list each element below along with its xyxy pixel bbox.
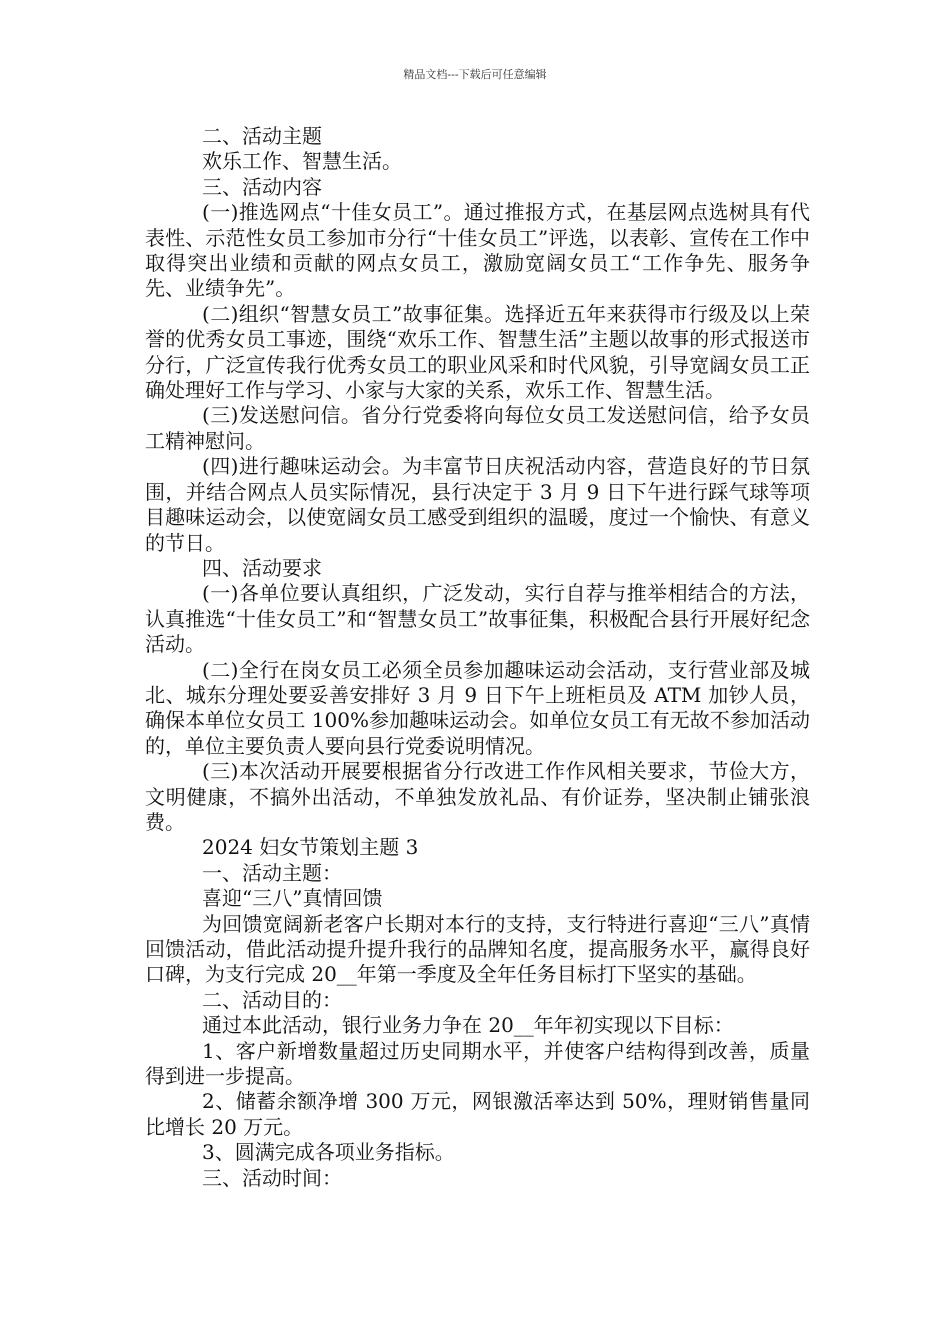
paragraph: (四)进行趣味运动会。为丰富节日庆祝活动内容，营造良好的节日氛围，并结合网点人员实际情况，县行决定于 3 月 9 日下午进行踩气球等项目趣味运动会，以使宽阔女员工感受到组织的温暖，度过一个愉快、有意义的节日。 <box>145 454 810 555</box>
paragraph: (一)各单位要认真组织，广泛发动，实行自荐与推举相结合的方法，认真推选“十佳女员工”和“智慧女员工”故事征集，积极配合县行开展好纪念活动。 <box>145 581 810 657</box>
document-body <box>145 124 810 1191</box>
list-item: 2、储蓄余额净增 300 万元，网银激活率达到 50%，理财销售量同比增长 20 万元。 <box>145 1089 810 1139</box>
paragraph: 喜迎“三八”真情回馈 <box>202 886 383 911</box>
section-title: 2024 妇女节策划主题 3 <box>202 835 419 860</box>
heading-activity-purpose: 二、活动目的： <box>202 987 342 1012</box>
paragraph: 通过本此活动，银行业务力争在 20__年年初实现以下目标： <box>202 1013 734 1038</box>
heading-activity-time: 三、活动时间： <box>202 1165 342 1190</box>
paragraph: (一)推选网点“十佳女员工”。通过推报方式，在基层网点选树具有代表性、示范性女员工参加市分行“十佳女员工”评选，以表彰、宣传在工作中取得突出业绩和贡献的网点女员工，激励宽阔女员工“工作争先、服务争先、业绩争先”。 <box>145 200 810 301</box>
paragraph: (三)发送慰问信。省分行党委将向每位女员工发送慰问信，给予女员工精神慰问。 <box>145 403 810 453</box>
paragraph: (二)组织“智慧女员工”故事征集。选择近五年来获得市行级及以上荣誉的优秀女员工事迹，围绕“欢乐工作、智慧生活”主题以故事的形式报送市分行，广泛宣传我行优秀女员工的职业风采和时代风貌，引导宽阔女员工正确处理好工作与学习、小家与大家的关系，欢乐工作、智慧生活。 <box>145 301 810 403</box>
list-item: 1、客户新增数量超过历史同期水平，并使客户结构得到改善，质量得到进一步提高。 <box>145 1038 810 1089</box>
heading-activity-content: 三、活动内容 <box>202 174 322 199</box>
list-item: 3、圆满完成各项业务指标。 <box>202 1140 455 1165</box>
heading-activity-requirements: 四、活动要求 <box>202 555 322 580</box>
paragraph: 欢乐工作、智慧生活。 <box>202 149 402 174</box>
heading-activity-theme-2: 一、活动主题： <box>202 860 342 885</box>
page-header: 精品文档---下载后可任意编辑 <box>403 68 547 81</box>
heading-activity-theme: 二、活动主题 <box>202 124 322 148</box>
paragraph: (三)本次活动开展要根据省分行改进工作作风相关要求，节俭大方，文明健康，不搞外出活动，不单独发放礼品、有价证券，坚决制止铺张浪费。 <box>145 759 810 834</box>
paragraph: 为回馈宽阔新老客户长期对本行的支持，支行特进行喜迎“三八”真情回馈活动，借此活动提升提升我行的品牌知名度，提高服务水平，赢得良好口碑，为支行完成 20__年第一季度及全年任务目标打下坚实的基础。 <box>145 911 810 987</box>
paragraph: (二)全行在岗女员工必须全员参加趣味运动会活动，支行营业部及城北、城东分理处要妥善安排好 3 月 9 日下午上班柜员及 ATM 加钞人员，确保本单位女员工 100%参加趣味运动会。如单位女员工有无故不参加活动的，单位主要负责人要向县行党委说明情况。 <box>145 657 810 758</box>
